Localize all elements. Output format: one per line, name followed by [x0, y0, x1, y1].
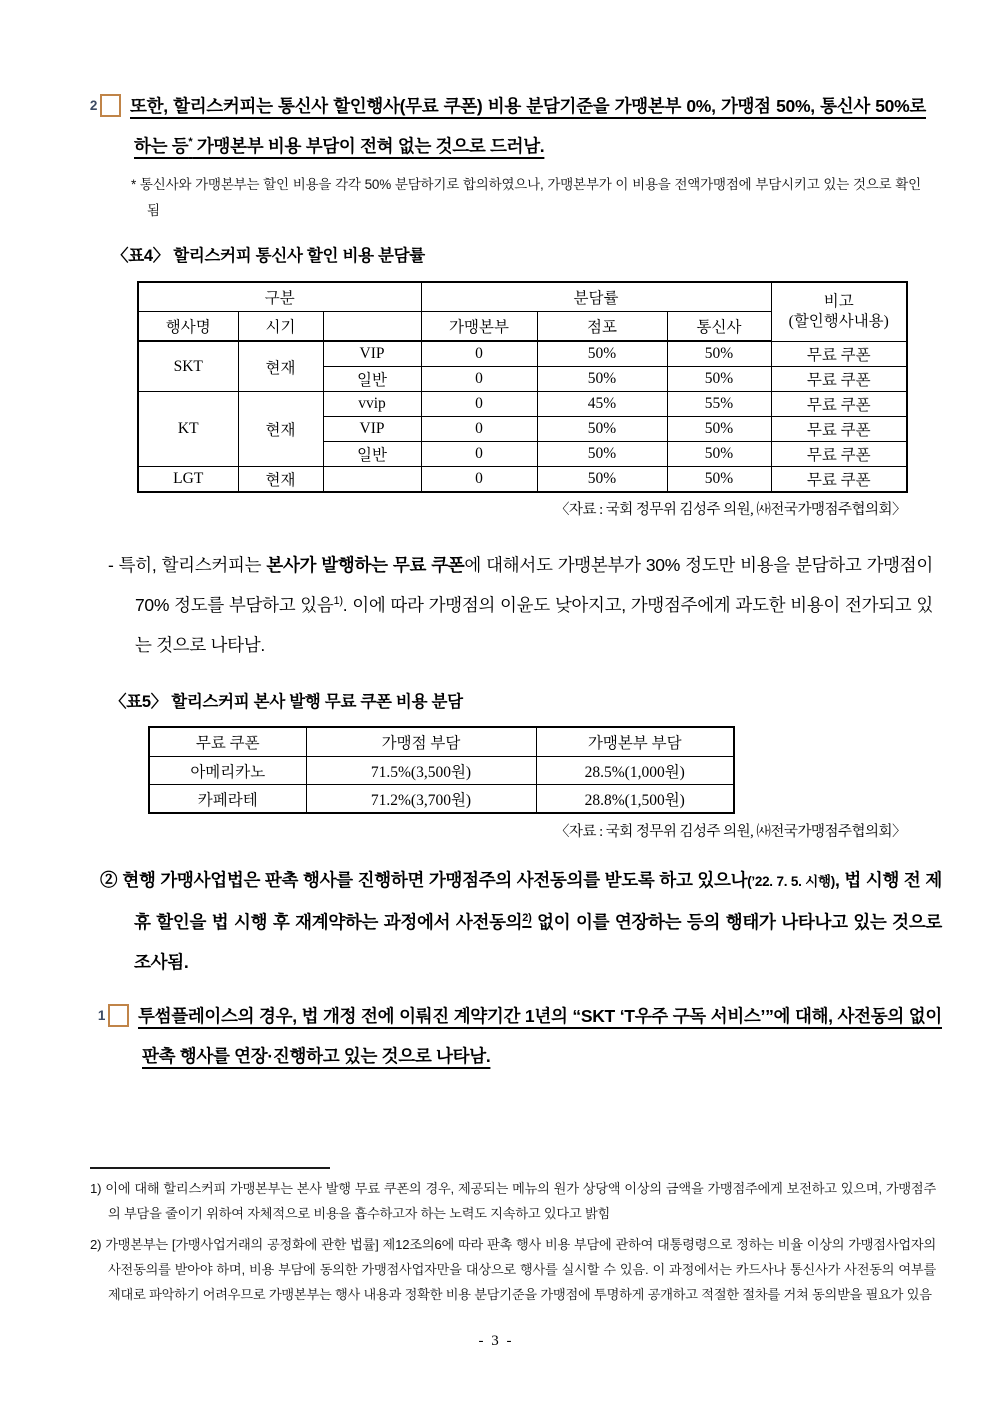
boxed-2-marker: 2: [100, 94, 121, 117]
twosome-text: 투썸플레이스의 경우, 법 개정 전에 이뤄진 계약기간 1년의 “SKT ‘T우주 구독 서비스’”에 대해, 사전동의 없이 판촉 행사를 연장·진행하고 있는 것으로 나타남.: [138, 1006, 942, 1066]
table4-col-grade: [323, 312, 421, 342]
table5-col-franchisor: 가맹본부 부담: [536, 727, 734, 757]
cell-store-share: 50%: [537, 442, 667, 467]
cell-note: 무료 쿠폰: [771, 417, 907, 442]
table4-col-period: 시기: [238, 312, 323, 342]
table4-header-note: [771, 282, 907, 341]
detail-text-3: . 이에 따라 가맹점의 이윤도 낮아지고, 가맹점주에게 과도한 비용이 전가되고 있는 것으로 나타남.: [135, 595, 933, 655]
heading-text-2: 가맹본부 비용 부담이 전혀 없는 것으로 드러남.: [192, 136, 545, 156]
table-row: [138, 392, 907, 417]
cell-grade: 일반: [323, 442, 421, 467]
item-twosome-paragraph: [97, 996, 942, 1076]
cell-telecom-share: 50%: [667, 442, 771, 467]
table4-header-bundamryul: 분담률: [421, 282, 771, 312]
star-footnote-text: 통신사와 가맹본부는 할인 비용을 각각 50% 분담하기로 합의하였으나, 가맹본부가 이 비용을 전액가맹점에 부담시키고 있는 것으로 확인됨: [139, 177, 921, 218]
table5: [148, 726, 735, 814]
star-footnote: [131, 172, 921, 224]
cell-franchisor-share: 0: [421, 367, 537, 392]
cell-franchisor-share: 0: [421, 467, 537, 493]
table-row: [149, 785, 734, 814]
cell-grade: VIP: [323, 417, 421, 442]
cell-franchisor-share: 0: [421, 392, 537, 417]
cell-kt: KT: [138, 392, 238, 467]
circled-2-marker: ②: [100, 870, 118, 890]
star-ref: *: [188, 136, 193, 149]
law-effective-date: (’22. 7. 5. 시행): [747, 874, 835, 889]
law-text-1: 현행 가맹사업법은 판촉 행사를 진행하면 가맹점주의 사전동의를 받도록 하고 있으나: [122, 870, 748, 890]
table4-title: 〈표4〉 할리스커피 통신사 할인 비용 분담률: [112, 247, 425, 265]
detail-text-2: 에 대해서도 가맹본부가 30% 정도만 비용을 분담하고 가맹점이 70% 정도를 부담하고 있음: [135, 555, 933, 615]
detail-text-1: 특히, 할리스커피는: [118, 555, 267, 575]
footnote1-ref: 1): [333, 595, 343, 608]
footnote-2-marker: 2): [90, 1237, 102, 1252]
footnote-divider: [90, 1167, 330, 1169]
cell-franchisor-share: 0: [421, 417, 537, 442]
cell-telecom-share: 50%: [667, 367, 771, 392]
cell-lgt-period: 현재: [238, 467, 323, 493]
cell-telecom-share: 50%: [667, 341, 771, 367]
footnote-1-marker: 1): [90, 1181, 102, 1196]
cell-telecom-share: 50%: [667, 417, 771, 442]
footnote-2: [90, 1232, 936, 1307]
cell-franchisor-share: 0: [421, 341, 537, 367]
cell-telecom-share: 55%: [667, 392, 771, 417]
table5-col-coupon: 무료 쿠폰: [149, 727, 306, 757]
cell-note: 무료 쿠폰: [771, 467, 907, 493]
table4-header-row-1: [138, 282, 907, 312]
footnote-1-text: 이에 대해 할리스커피 가맹본부는 본사 발행 무료 쿠폰의 경우, 제공되는 메뉴의 원가 상당액 이상의 금액을 가맹점주에게 보전하고 있으며, 가맹점주의 부담을 줄이기 위하여 자체적으로 비용을 흡수하고자 하는 노력도 지속하고 있다고 밝힘: [105, 1181, 936, 1221]
cell-store-share: 50%: [537, 467, 667, 493]
cell-lgt: LGT: [138, 467, 238, 493]
cell-store-share: 50%: [537, 417, 667, 442]
table-row: [138, 467, 907, 493]
cell-grade: [323, 467, 421, 493]
table4-col-franchisor: 가맹본부: [421, 312, 537, 342]
cell-note: 무료 쿠폰: [771, 442, 907, 467]
cell-grade: VIP: [323, 341, 421, 367]
cell-kt-period: 현재: [238, 392, 323, 467]
cell-grade: vvip: [323, 392, 421, 417]
cell-note: 무료 쿠폰: [771, 341, 907, 367]
cell-note: 무료 쿠폰: [771, 367, 907, 392]
table4: [137, 281, 908, 493]
detail-bold: 본사가 발행하는 무료 쿠폰: [266, 555, 465, 575]
heading-text-1: 또한, 할리스커피는 통신사 할인행사(무료 쿠폰) 비용 분담기준을 가맹본부 0%, 가맹점 50%, 통신사 50%로 하는 등: [130, 96, 926, 156]
table-row: [138, 341, 907, 367]
cell-telecom-share: 50%: [667, 467, 771, 493]
table4-note-line1: 비고: [823, 292, 854, 310]
table-row: [149, 757, 734, 785]
law-text-2: , 법 시행 전 제휴 할인을 법 시행 후 재계약하는 과정에서 사전동의: [134, 870, 942, 932]
cell-menu: 카페라테: [149, 785, 306, 814]
footnote-2-text: 가맹본부는 [가맹사업거래의 공정화에 관한 법률] 제12조의6에 따라 판촉 행사 비용 부담에 관하여 대통령령으로 정하는 비율 이상의 가맹점사업자의 사전동의를 받아야 하며, 비용 부담에 동의한 가맹점사업자만을 대상으로 행사를 실시할 수 있음. 이 과정에서는 카드사나 통신사가 사전동의 여부를 제대로 파악하기 어려우므로 가맹본부는 행사 내용과 정확한 비용 분담기준을 가맹점에 투명하게 공개하고 적절한 절차를 거쳐 동의받을 필요가 있음: [105, 1237, 936, 1302]
footnote2-ref: 2): [522, 912, 532, 925]
cell-store-share: 50%: [537, 341, 667, 367]
table4-source: 〈자료 : 국회 정무위 김성주 의원, ㈔전국가맹점주협의회〉: [554, 502, 906, 518]
cell-skt: SKT: [138, 341, 238, 392]
cell-store-share: 45%: [537, 392, 667, 417]
table4-col-telecom: 통신사: [667, 312, 771, 342]
cell-note: 무료 쿠폰: [771, 392, 907, 417]
boxed-1-marker: 1: [108, 1004, 129, 1027]
dash-marker: -: [108, 555, 114, 575]
cell-grade: 일반: [323, 367, 421, 392]
footnote-1: [90, 1176, 936, 1226]
law-text-3: 없이 이를 연장하는 등의 행태가 나타나고 있는 것으로 조사됨.: [134, 912, 942, 972]
cell-store-share: 50%: [537, 367, 667, 392]
cell-menu: 아메리카노: [149, 757, 306, 785]
star-footnote-marker: *: [131, 177, 137, 192]
cell-franchisor-share: 28.8%(1,500원): [536, 785, 734, 814]
cell-franchisee-share: 71.5%(3,500원): [306, 757, 536, 785]
table5-header-row: [149, 727, 734, 757]
table5-col-franchisee: 가맹점 부담: [306, 727, 536, 757]
page-number: - 3 -: [478, 1333, 514, 1349]
section-telecom-heading: [89, 86, 926, 166]
detail-paragraph: [108, 545, 933, 665]
table4-col-store: 점포: [537, 312, 667, 342]
table4-note-line2: (할인행사내용): [788, 312, 889, 330]
table5-title: 〈표5〉 할리스커피 본사 발행 무료 쿠폰 비용 분담: [110, 693, 463, 711]
section-law-heading: [100, 860, 942, 982]
cell-franchisee-share: 71.2%(3,700원): [306, 785, 536, 814]
cell-franchisor-share: 0: [421, 442, 537, 467]
table4-header-gubun: 구분: [138, 282, 421, 312]
table4-col-event: 행사명: [138, 312, 238, 342]
table5-source: 〈자료 : 국회 정무위 김성주 의원, ㈔전국가맹점주협의회〉: [554, 824, 906, 840]
cell-franchisor-share: 28.5%(1,000원): [536, 757, 734, 785]
cell-skt-period: 현재: [238, 341, 323, 392]
